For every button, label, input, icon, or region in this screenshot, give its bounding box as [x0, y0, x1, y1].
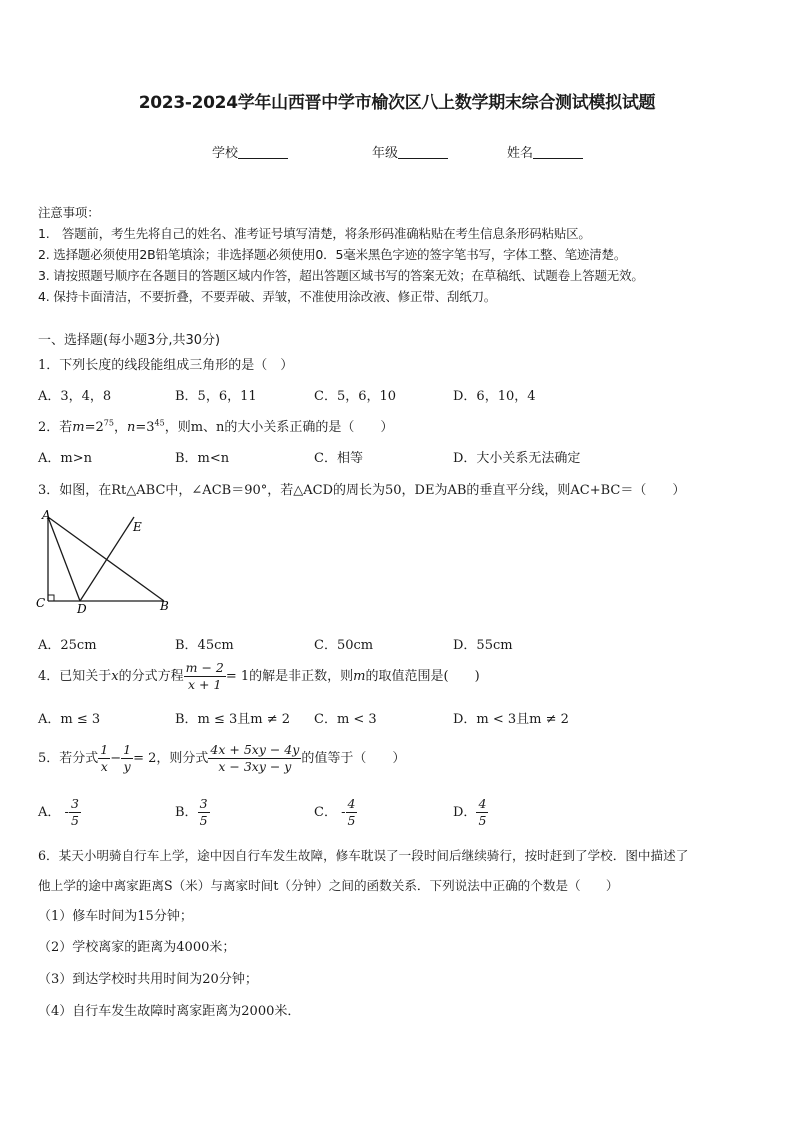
q3-option-c[interactable]: C．50cm [314, 638, 374, 653]
q1-option-a[interactable]: A．3，4，8 [38, 389, 112, 404]
q2-option-b[interactable]: B．m<n [175, 451, 230, 466]
label-c: C [36, 596, 46, 610]
notice-item: 4. 保持卡面清洁，不要折叠，不要弄破、弄皱，不准使用涂改液、修正带、刮纸刀。 [38, 289, 497, 304]
notice-item: 2. 选择题必须使用2B铅笔填涂；非选择题必须使用0．5毫米黑色字迹的签字笔书写，字体工整、笔迹清楚。 [38, 247, 627, 262]
label-d: D [77, 602, 87, 616]
grade-blank[interactable] [398, 145, 448, 159]
q4-option-b[interactable]: B．m ≤ 3且m ≠ 2 [175, 712, 291, 727]
question-6-stem-line2: 他上学的途中离家距离S（米）与离家时间t（分钟）之间的函数关系．下列说法中正确的个数是（ ） [38, 878, 619, 893]
q1-option-c[interactable]: C．5，6，10 [314, 389, 397, 404]
q4-option-c[interactable]: C．m < 3 [314, 712, 377, 727]
q5-option-d[interactable]: D． $\frac{4}{5}$ [453, 796, 487, 828]
notice-heading: 注意事项： [38, 205, 100, 220]
question-6-stem-line1: 6．某天小明骑自行车上学，途中因自行车发生故障，修车耽误了一段时间后继续骑行，按时赶到了学校．图中描述了 [38, 848, 689, 863]
triangle-figure [30, 505, 190, 620]
name-field[interactable]: 姓名 [507, 142, 583, 161]
question-5-stem: 5．若分式 $\frac{1}{x}$ − $\frac{1}{y}$ = 2，则分式 $\frac{4x + 5xy - 4y}{x - 3xy - y}$ 的值等于（ ） [38, 742, 406, 774]
page-title: 2023-2024学年山西晋中学市榆次区八上数学期末综合测试模拟试题 [138, 93, 656, 113]
q3-option-b[interactable]: B．45cm [175, 638, 234, 653]
q5-option-b[interactable]: B． $\frac{3}{5}$ [175, 796, 208, 828]
school-field[interactable]: 学校 [212, 142, 288, 161]
q4-option-a[interactable]: A．m ≤ 3 [38, 712, 101, 727]
q5-option-c[interactable]: C． - $\frac{4}{5}$ [314, 796, 356, 828]
segment-de [80, 517, 134, 601]
question-1-stem: 1．下列长度的线段能组成三角形的是（ ） [38, 358, 294, 373]
notice-item: 1. 答题前，考生先将自己的姓名、准考证号填写清楚，将条形码准确粘贴在考生信息条形码粘贴区。 [38, 226, 591, 241]
q5-fraction: $\frac{4x + 5xy - 4y}{x - 3xy - y}$ [210, 742, 300, 774]
q6-statement: （2）学校离家的距离为4000米； [38, 940, 236, 955]
question-2-stem: 2．若$m=2^{75}$，$n=3^{45}$，则m、n的大小关系正确的是（ ） [38, 418, 394, 435]
q3-option-d[interactable]: D．55cm [453, 638, 513, 653]
q6-statement: （1）修车时间为15分钟； [38, 909, 193, 924]
name-blank[interactable] [533, 145, 583, 159]
label-a: A [42, 508, 51, 522]
segment-ab [48, 517, 164, 601]
q2-option-a[interactable]: A．m>n [38, 451, 92, 466]
right-angle-mark [48, 595, 54, 601]
q2-option-d[interactable]: D．大小关系无法确定 [453, 451, 581, 466]
school-blank[interactable] [238, 145, 288, 159]
q1-option-b[interactable]: B．5，6，11 [175, 389, 257, 404]
segment-ad [48, 517, 80, 601]
section-heading: 一、选择题(每小题3分,共30分) [38, 333, 221, 348]
q6-statement: （4）自行车发生故障时离家距离为2000米． [38, 1004, 301, 1019]
question-3-stem: 3．如图，在Rt△ABC中，∠ACB＝90°，若△ACD的周长为50，DE为AB的垂直平分线，则AC+BC＝（ ） [38, 483, 686, 498]
label-b: B [160, 599, 169, 613]
q3-option-a[interactable]: A．25cm [38, 638, 97, 653]
grade-field[interactable]: 年级 [372, 142, 448, 161]
q1-option-d[interactable]: D．6，10，4 [453, 389, 536, 404]
q4-option-d[interactable]: D．m < 3且m ≠ 2 [453, 712, 569, 727]
q5-option-a[interactable]: A． - $\frac{3}{5}$ [38, 796, 79, 828]
q6-statement: （3）到达学校时共用时间为20分钟； [38, 972, 258, 987]
label-e: E [133, 520, 142, 534]
q4-fraction: $\frac{m - 2}{x + 1}$ [185, 660, 224, 692]
q2-option-c[interactable]: C．相等 [314, 451, 363, 466]
notice-item: 3. 请按照题号顺序在各题目的答题区域内作答，超出答题区域书写的答案无效；在草稿纸、试题卷上答题无效。 [38, 268, 644, 283]
question-4-stem: 4．已知关于x的分式方程 $\frac{m - 2}{x + 1}$ = 1的解是非正数，则m的取值范围是( ) [38, 660, 480, 692]
